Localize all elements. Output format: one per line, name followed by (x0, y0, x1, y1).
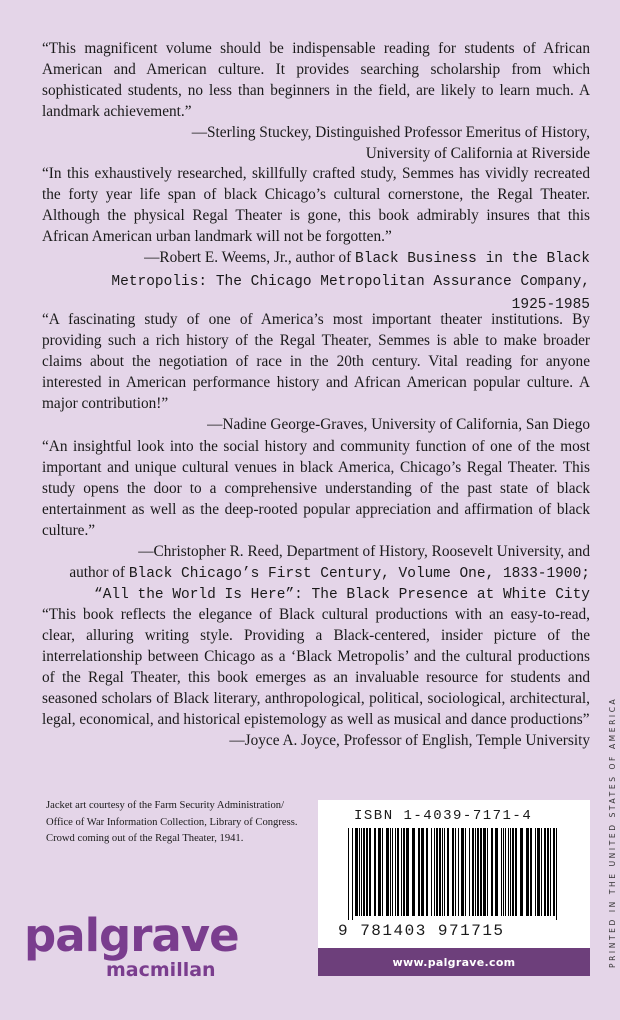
barcode-bar (447, 828, 449, 916)
barcode-bar (363, 828, 365, 916)
barcode-bar (475, 828, 476, 916)
blurb-attribution (42, 247, 590, 316)
barcode-bar (508, 828, 509, 916)
attribution-author: author of (69, 564, 129, 581)
barcode-bar (378, 828, 381, 916)
attribution-book-title: Black Chicago’s First Century, Volume One, 1833-1900; (128, 566, 590, 582)
barcode-bar (431, 828, 432, 916)
barcode-bar (355, 828, 358, 916)
barcode-bar (512, 828, 514, 916)
blurb-george-graves (42, 309, 590, 435)
ean-number: 9 781403 971715 (338, 922, 505, 940)
attribution-line: —Sterling Stuckey, Distinguished Professor Emeritus of History, (191, 124, 590, 141)
barcode-bar (369, 828, 371, 916)
barcode-bar (444, 828, 445, 916)
barcode-bar (439, 828, 441, 916)
barcode-bar (505, 828, 506, 916)
barcode-bars (348, 828, 560, 920)
attribution-author: —Robert E. Weems, Jr., author of (144, 249, 356, 266)
barcode-bar (491, 828, 493, 916)
isbn-label: ISBN 1-4039-7171-4 (354, 808, 533, 824)
barcode-bar (469, 828, 470, 916)
barcode-bar (480, 828, 482, 916)
attribution-line: University of California at Riverside (365, 145, 590, 162)
barcode-bar (515, 828, 517, 916)
blurb-quote: “A fascinating study of one of America’s most important theater institutions. By providing such a rich history of the Regal Theater, Semmes is able to make broader claims about the negotiation of race in the 20th century. Vital reading for anyone interested in American performance history and African American popular culture. A major contribution!” (42, 311, 590, 412)
barcode-bar (392, 828, 393, 916)
barcode-bar (421, 828, 424, 916)
barcode-bar (403, 828, 405, 916)
barcode-bar (458, 828, 459, 916)
publisher-imprint: macmillan (106, 959, 216, 981)
barcode-bar (503, 828, 504, 916)
barcode-bar (550, 828, 551, 916)
barcode-bar (406, 828, 409, 916)
barcode-bar (359, 828, 360, 916)
publisher-url: www.palgrave.com (318, 948, 590, 976)
barcode-bar (510, 828, 511, 916)
barcode-bar (395, 828, 396, 916)
blurb-joyce (42, 604, 590, 751)
barcode-bar (412, 828, 415, 916)
barcode-bar (483, 828, 486, 916)
barcode-bar (472, 828, 474, 916)
barcode-bar (397, 828, 399, 916)
attribution-book-title: Black Business in the Black Metropolis: The Chicago Metropolitan Assurance Company, 1925-1985 (111, 251, 590, 313)
barcode-bar (520, 828, 523, 916)
barcode-bar (544, 828, 546, 916)
barcode-bar (547, 828, 549, 916)
barcode-bar (535, 828, 536, 916)
barcode-bar (418, 828, 420, 916)
barcode-bar (434, 828, 435, 916)
barcode-bar (452, 828, 454, 916)
barcode-bar (348, 828, 349, 920)
barcode-bar (477, 828, 479, 916)
publisher-logo (24, 909, 239, 981)
barcode-bar (382, 828, 383, 916)
barcode-bar (530, 828, 532, 916)
barcode-bar (465, 828, 466, 916)
barcode-bar (390, 828, 391, 916)
barcode-bar (526, 828, 529, 916)
barcode-bar (352, 828, 353, 920)
attribution-line: —Christopher R. Reed, Department of History, Roosevelt University, and (138, 543, 590, 560)
barcode-bar (442, 828, 443, 916)
barcode-bar (436, 828, 438, 916)
blurb-quote: “In this exhaustively researched, skillfully crafted study, Semmes has vividly recreated the forty year life span of black Chicago’s cultural cornerstone, the Regal Theater. Although the physical Regal Theater is gone, this book admirably insures that this African American urban landmark will not be forgotten.” (42, 165, 590, 245)
blurb-attribution (42, 414, 590, 435)
publisher-name: palgrave (24, 909, 239, 962)
barcode-bar (361, 828, 362, 916)
barcode-bar (487, 828, 488, 916)
blurb-stuckey (42, 38, 590, 164)
attribution-line: —Joyce A. Joyce, Professor of English, Temple University (229, 732, 590, 749)
barcode-bar (374, 828, 376, 916)
barcode-bar (461, 828, 464, 916)
blurb-attribution (42, 541, 590, 606)
attribution-book-title: “All the World Is Here”: The Black Presence at White City (94, 587, 590, 603)
barcode-bar (553, 828, 555, 916)
printed-in-usa: PRINTED IN THE UNITED STATES OF AMERICA (608, 696, 617, 968)
blurb-quote: “An insightful look into the social history and community function of one of the most important and unique cultural venues in black America, Chicago’s Regal Theater. This study opens the door to a comprehensive understanding of the past state of black entertainment as well as the deep-rooted popular appreciation and affirmation of black culture.” (42, 438, 590, 539)
barcode-bar (426, 828, 428, 916)
barcode-bar (501, 828, 502, 916)
blurb-reed (42, 436, 590, 606)
jacket-art-credit: Jacket art courtesy of the Farm Security Administration/ Office of War Information Collection, Library of Congress. Crowd coming out of the Regal Theater, 1941. (46, 800, 298, 844)
attribution-line: —Nadine George-Graves, University of California, San Diego (207, 416, 590, 433)
barcode-bar (556, 828, 557, 920)
barcode-panel (318, 800, 590, 976)
barcode-bar (386, 828, 389, 916)
barcode-bar (366, 828, 368, 916)
barcode-bar (401, 828, 402, 916)
blurb-quote: “This magnificent volume should be indispensable reading for students of African American and American culture. It provides searching scholarship from which sophisticated students, no less than beginners in the field, are likely to learn much. A landmark achievement.” (42, 40, 590, 120)
barcode-bar (537, 828, 540, 916)
barcode-bar (495, 828, 498, 916)
blurb-quote: “This book reflects the elegance of Black cultural productions with an easy-to-read, clear, alluring writing style. Providing a Black-centered, insider picture of the interrelationship between Chicago as a ‘Black Metropolis’ and the cultural productions of the Regal Theater, this book emerges as an invaluable resource for students and seasoned scholars of Black literary, anthropological, political, sociological, architectural, legal, economical, and historical epistemology as well as musical and dance productions” (42, 606, 590, 728)
barcode-bar (541, 828, 542, 916)
blurb-weems (42, 163, 590, 316)
blurb-attribution (42, 730, 590, 751)
blurb-attribution (42, 122, 590, 164)
barcode-bar (455, 828, 456, 916)
